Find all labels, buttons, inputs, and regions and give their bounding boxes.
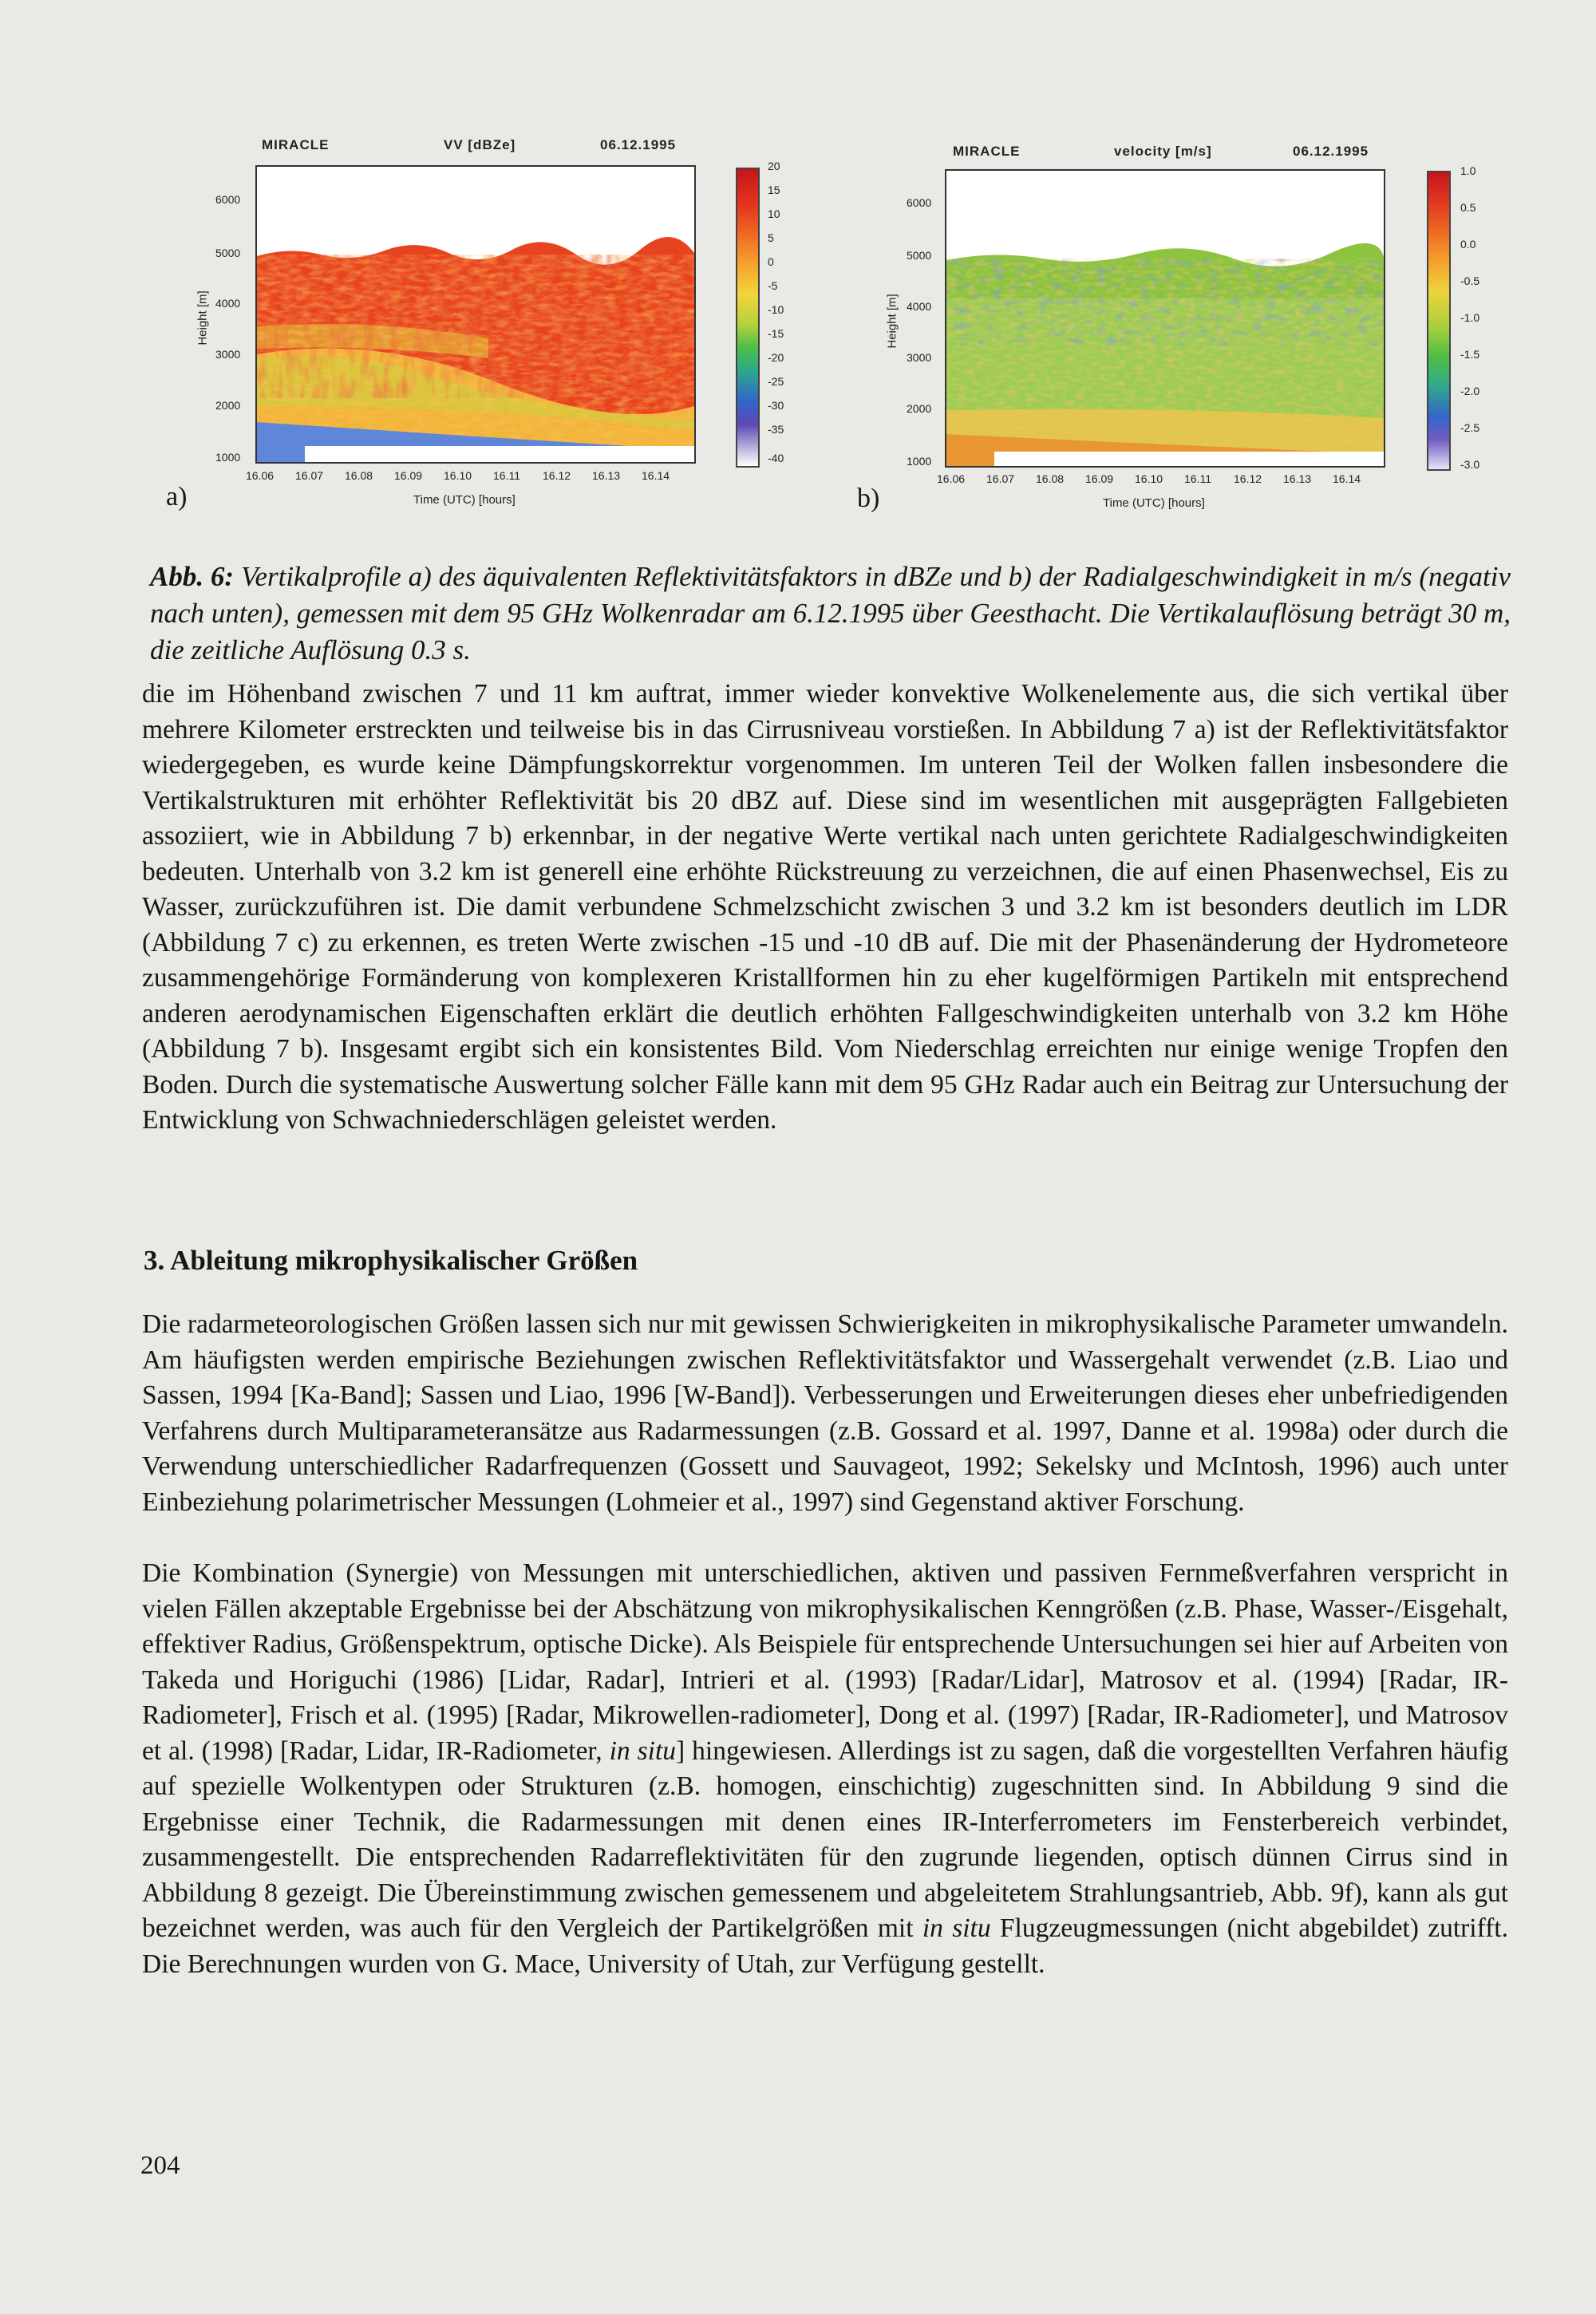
figure-b-ylabel: Height [m] bbox=[885, 294, 899, 349]
figure-b-title-right: 06.12.1995 bbox=[1293, 144, 1369, 159]
figure-b-radar-image bbox=[946, 171, 1384, 466]
figure-a-xtick: 16.11 bbox=[493, 469, 520, 482]
figure-b-cbar-tick: -1.0 bbox=[1460, 311, 1480, 324]
figure-a-ytick: 4000 bbox=[215, 297, 241, 310]
figure-a-ylabel: Height [m] bbox=[196, 290, 210, 346]
figure-a-cbar-tick: -5 bbox=[768, 279, 778, 292]
paragraph-3-italic-1: in situ bbox=[609, 1736, 677, 1766]
figure-b bbox=[0, 0, 1596, 543]
paragraph-1: die im Höhenband zwischen 7 und 11 km auftrat, immer wieder konvektive Wolkenelemente aus, die sich vertikal über mehrere Kilometer erstreckten und teilweise bis in das Cirrusniveau vorstießen. In Abbildung 7 a) ist der Reflektivitätsfaktor wiedergegeben, es wurde keine Dämpfungskorrektur vorgenommen. Im unteren Teil der Wolken fallen insbesondere die Vertikalstrukturen mit erhöhter Reflektivität bis 20 dBZ auf. Diese sind im wesentlichen mit ausgeprägten Fallgebieten assoziiert, wie in Abbildung 7 b) erkennbar, in der negative Werte vertikal nach unten gerichtete Radialgeschwindigkeiten bedeuten. Unterhalb von 3.2 km ist generell eine erhöhte Rückstreuung zu verzeichnen, die auf einen Phasenwechsel, Eis zu Wasser, zurückzuführen ist. Die damit verbundene Schmelzschicht zwischen 3 und 3.2 km ist besonders deutlich im LDR (Abbildung 7 c) zu erkennen, es treten Werte zwischen -15 und -10 dB auf. Die mit der Phasenänderung der Hydrometeore zusammengehörige Formänderung von komplexeren Kristallformen hin zu eher kugelförmigen Partikeln mit entsprechend anderen aerodynamischen Eigenschaften erklärt die deutlich erhöhten Fallgeschwindigkeiten unterhalb von 3.2 km Höhe (Abbildung 7 b). Insgesamt ergibt sich ein konsistentes Bild. Vom Niederschlag erreichten nur einige wenige Tropfen den Boden. Durch die systematische Auswertung solcher Fälle kann mit dem 95 GHz Radar auch ein Beitrag zur Untersuchung der Entwicklung von Schwachniederschlägen geleistet werden. bbox=[142, 679, 1508, 1135]
figure-a-cbar-tick: -20 bbox=[768, 351, 784, 364]
figure-b-cbar-tick: -2.0 bbox=[1460, 385, 1480, 397]
figure-b-xtick: 16.14 bbox=[1333, 472, 1361, 485]
figure-a-xtick: 16.14 bbox=[642, 469, 670, 482]
figure-b-xtick: 16.08 bbox=[1036, 472, 1065, 485]
figure-b-xtick: 16.13 bbox=[1283, 472, 1312, 485]
figure-a-xtick: 16.07 bbox=[295, 469, 324, 482]
figure-a-cbar-tick: -25 bbox=[768, 375, 784, 388]
figure-a-xtick: 16.08 bbox=[345, 469, 373, 482]
figure-b-ytick: 6000 bbox=[907, 196, 932, 209]
figure-a-ytick: 3000 bbox=[215, 348, 241, 361]
figure-b-ytick: 5000 bbox=[907, 249, 932, 262]
figure-b-ytick: 4000 bbox=[907, 300, 932, 313]
figure-a-xtick: 16.13 bbox=[592, 469, 621, 482]
figure-a-cbar-tick: -10 bbox=[768, 303, 784, 316]
figure-b-ytick: 2000 bbox=[907, 402, 932, 415]
figure-a-xtick: 16.09 bbox=[394, 469, 423, 482]
paragraph-3-part-b: ] hingewiesen. Allerdings ist zu sagen, daß die vorgestellten Verfahren häufig auf spezielle Wolkentypen oder Strukturen (z.B. homogen, einschichtig) zugeschnitten sind. In Abbildung 9 sind die Ergebnisse einer Technik, die Radarmessungen mit denen eines IR-Interferrometers im Fensterbereich verbindet, zusammengestellt. Die entsprechenden Radarreflektivitäten für den zugrunde liegenden, optisch dünnen Cirrus sind in Abbildung 8 gezeigt. Die Übereinstimmung zwischen gemessenem und abgeleitetem Strahlungsantrieb, Abb. 9f), kann als gut bezeichnet werden, was auch für den Vergleich der Partikelgrößen mit bbox=[142, 1736, 1508, 1943]
figure-b-title-left: MIRACLE bbox=[953, 144, 1021, 159]
caption-label: Abb. 6: bbox=[150, 561, 235, 592]
paragraph-3-part-c: Flugzeugmessungen (nicht abgebildet) zutrifft. Die Berechnungen wurden von G. Mace, University of Utah, zur Verfügung gestellt. bbox=[142, 1913, 1508, 1979]
figure-a-xtick: 16.12 bbox=[543, 469, 571, 482]
figure-a-title-left: MIRACLE bbox=[262, 137, 330, 152]
figure-b-title-mid: velocity [m/s] bbox=[1114, 144, 1212, 159]
figure-a-ytick: 1000 bbox=[215, 451, 241, 464]
figure-a-cbar-tick: 20 bbox=[768, 160, 780, 172]
figure-a-cbar-tick: -40 bbox=[768, 452, 784, 464]
figure-b-xtick: 16.12 bbox=[1234, 472, 1262, 485]
figure-b-cbar-tick: 1.0 bbox=[1460, 164, 1476, 177]
figure-b-xtick: 16.06 bbox=[937, 472, 966, 485]
figure-a-cbar-tick: 15 bbox=[768, 184, 780, 196]
figure-b-xtick: 16.07 bbox=[986, 472, 1015, 485]
figure-b-xtick: 16.09 bbox=[1085, 472, 1114, 485]
figure-b-cbar-tick: -3.0 bbox=[1460, 458, 1480, 471]
figure-a-title-right: 06.12.1995 bbox=[600, 137, 677, 152]
figure-b-ytick: 1000 bbox=[907, 455, 932, 468]
paragraph-3 bbox=[142, 1556, 1508, 1982]
figure-b-plot bbox=[945, 169, 1385, 468]
page-number: 204 bbox=[140, 2151, 180, 2180]
figure-b-xtick: 16.11 bbox=[1184, 472, 1211, 485]
figure-b-colorbar bbox=[1427, 171, 1451, 471]
figure-b-cbar-tick: 0.5 bbox=[1460, 201, 1476, 214]
figure-caption bbox=[150, 559, 1511, 669]
paragraph-3-italic-2: in situ bbox=[922, 1913, 991, 1943]
figure-b-cbar-tick: 0.0 bbox=[1460, 238, 1476, 251]
figure-a-cbar-tick: 10 bbox=[768, 207, 780, 220]
figure-a-letter: a) bbox=[166, 482, 188, 511]
figure-a-xtick: 16.06 bbox=[246, 469, 275, 482]
figure-a-cbar-tick: -30 bbox=[768, 399, 784, 412]
figure-b-cbar-tick: -1.5 bbox=[1460, 348, 1480, 361]
figure-b-ytick: 3000 bbox=[907, 351, 932, 364]
figure-a-cbar-tick: -15 bbox=[768, 327, 784, 340]
figure-b-xtick: 16.10 bbox=[1135, 472, 1163, 485]
paragraph-3-part-a: Die Kombination (Synergie) von Messungen mit unterschiedlichen, aktiven und passiven Fernmeßverfahren verspricht in vielen Fällen akzeptable Ergebnisse bei der Abschätzung von mikrophysikalischen Kenngrößen (z.B. Phase, Wasser-/Eisgehalt, effektiver Radius, Größenspektrum, optische Dicke). Als Beispiele für entsprechende Untersuchungen sei hier auf Arbeiten von Takeda und Horiguchi (1986) [Lidar, Radar], Intrieri et al. (1993) [Radar/Lidar], Matrosov et al. (1994) [Radar, IR-Radiometer], Frisch et al. (1995) [Radar, Mikrowellen-radiometer], Dong et al. (1997) [Radar, IR-Radiometer], und Matrosov et al. (1998) [Radar, Lidar, IR-Radiometer, bbox=[142, 1558, 1508, 1766]
figure-b-xlabel: Time (UTC) [hours] bbox=[1103, 496, 1205, 510]
figure-b-cbar-tick: -0.5 bbox=[1460, 274, 1480, 287]
figure-b-cbar-tick: -2.5 bbox=[1460, 421, 1480, 434]
figure-b-letter: b) bbox=[857, 484, 880, 513]
figure-a-cbar-tick: 0 bbox=[768, 255, 774, 268]
paragraph-2: Die radarmeteorologischen Größen lassen sich nur mit gewissen Schwierigkeiten in mikrophysikalische Parameter umwandeln. Am häufigsten werden empirische Beziehungen zwischen Reflektivitätsfaktor und Wassergehalt verwendet (z.B. Liao und Sassen, 1994 [Ka-Band]; Sassen und Liao, 1996 [W-Band]). Verbesserungen und Erweiterungen dieses eher unbefriedigenden Verfahrens durch Multiparameteransätze aus Radarmessungen (z.B. Gossard et al. 1997, Danne et al. 1998a) oder durch die Verwendung unterschiedlicher Radarfrequenzen (Gossett und Sauvageot, 1992; Sekelsky und McIntosh, 1996) auch unter Einbeziehung polarimetrischer Messungen (Lohmeier et al., 1997) sind Gegenstand aktiver Forschung. bbox=[142, 1309, 1508, 1517]
caption-text: Vertikalprofile a) des äquivalenten Reflektivitätsfaktors in dBZe und b) der Radialgeschwindigkeit in m/s (negativ nach unten), gemessen mit dem 95 GHz Wolkenradar am 6.12.1995 über Geesthacht. Die Vertikalauflösung beträgt 30 m, die zeitliche Auflösung 0.3 s. bbox=[150, 561, 1511, 665]
figure-a-title-mid: VV [dBZe] bbox=[444, 137, 516, 152]
figure-a-ytick: 2000 bbox=[215, 399, 241, 412]
section-heading: 3. Ableitung mikrophysikalischer Größen bbox=[144, 1245, 638, 1276]
figure-a-ytick: 5000 bbox=[215, 247, 241, 259]
figure-a-ytick: 6000 bbox=[215, 193, 241, 206]
figure-a-cbar-tick: -35 bbox=[768, 423, 784, 436]
figure-a-xtick: 16.10 bbox=[444, 469, 472, 482]
figure-a-cbar-tick: 5 bbox=[768, 231, 774, 244]
figure-a-xlabel: Time (UTC) [hours] bbox=[413, 493, 516, 507]
